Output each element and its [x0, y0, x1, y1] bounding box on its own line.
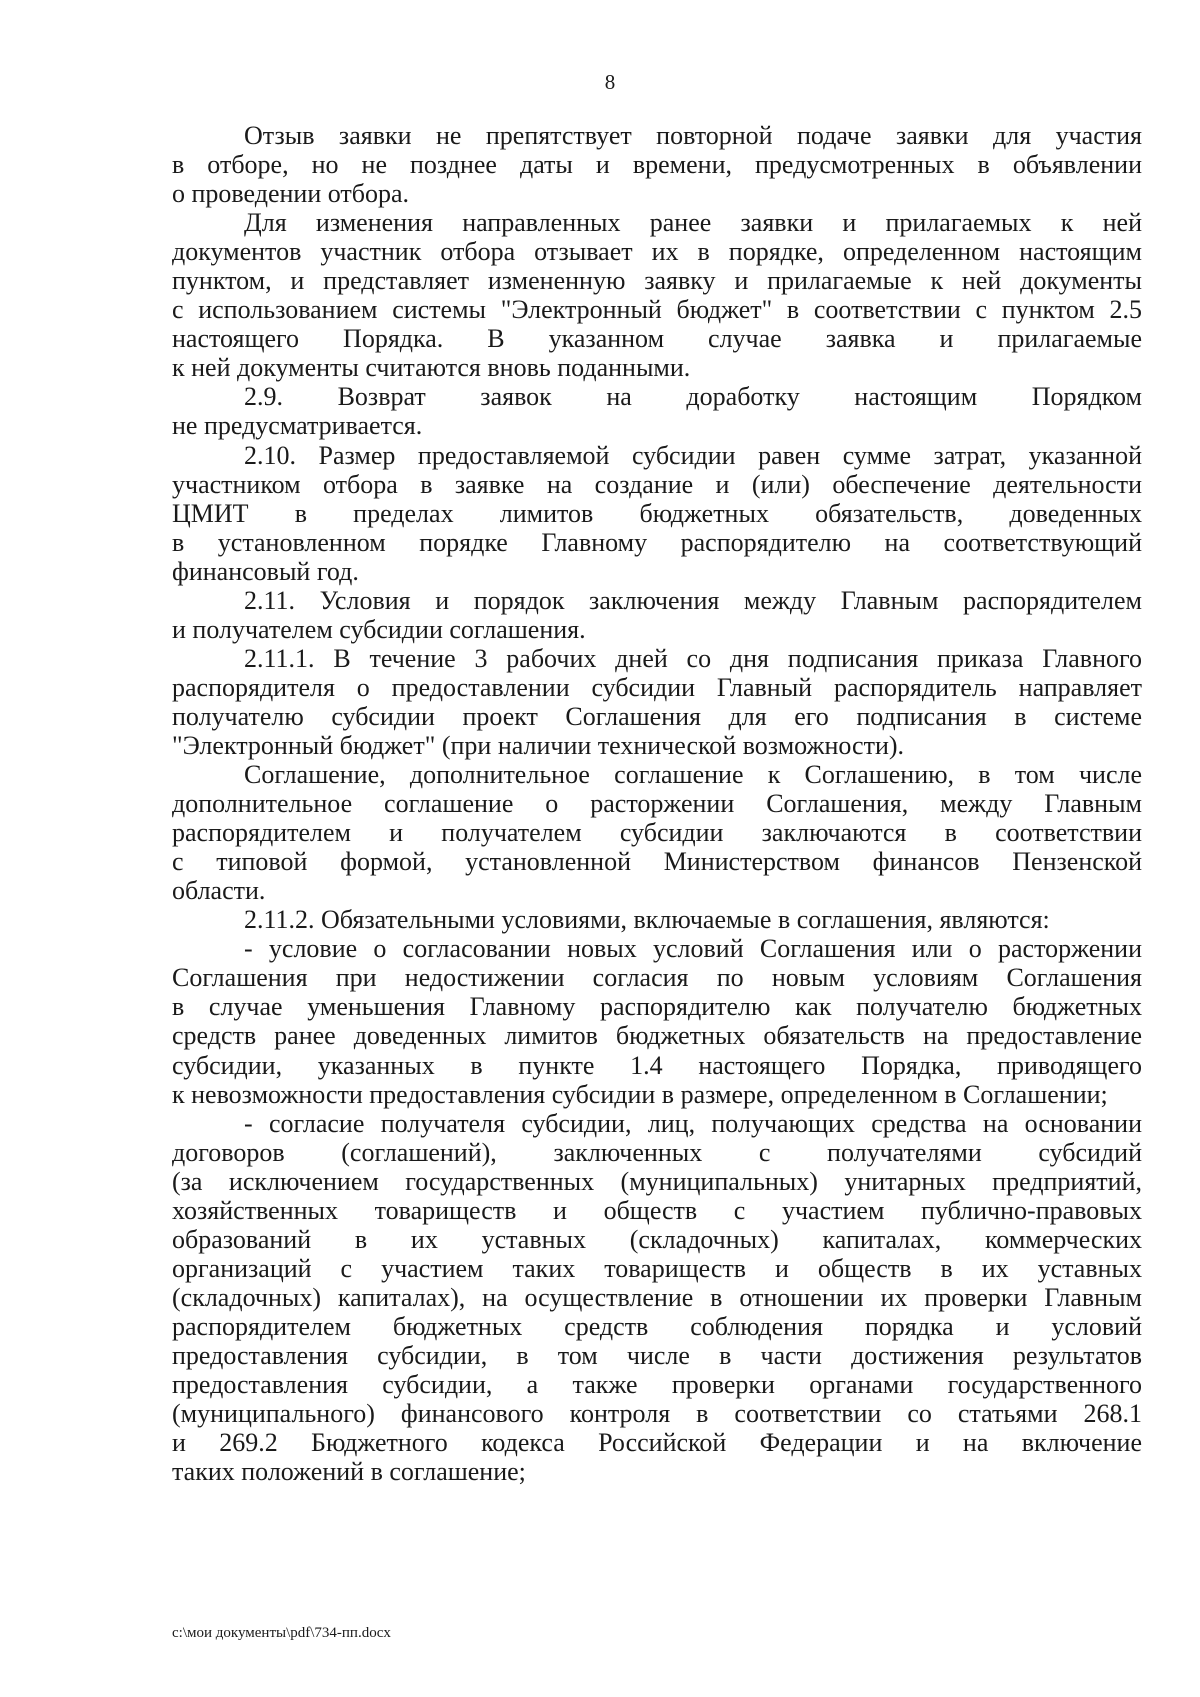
- text-line: Для изменения направленных ранее заявки и прилагаемых к ней: [244, 208, 1142, 238]
- text-line: субсидии, указанных в пункте 1.4 настоящего Порядка, приводящего: [172, 1050, 1142, 1080]
- text-line: договоров (соглашений), заключенных с получателями субсидий: [172, 1137, 1142, 1167]
- text-line: распорядителем бюджетных средств соблюдения порядка и условий: [172, 1311, 1142, 1341]
- text-line: Соглашения при недостижении согласия по новым условиям Соглашения: [172, 963, 1142, 993]
- text-line: финансовый год.: [172, 556, 359, 586]
- text-line: 2.11.2. Обязательными условиями, включаемые в соглашения, являются:: [244, 905, 1050, 935]
- text-line: Соглашение, дополнительное соглашение к Соглашению, в том числе: [244, 760, 1142, 790]
- text-line: и 269.2 Бюджетного кодекса Российской Федерации и на включение: [172, 1428, 1142, 1458]
- text-line: (муниципального) финансового контроля в соответствии со статьями 268.1: [172, 1399, 1142, 1429]
- text-line: организаций с участием таких товариществ и обществ в их уставных: [172, 1253, 1142, 1283]
- text-line: и получателем субсидии соглашения.: [172, 614, 586, 644]
- text-line: предоставления субсидии, в том числе в части достижения результатов: [172, 1340, 1142, 1370]
- text-line: получателю субсидии проект Соглашения для его подписания в системе: [172, 701, 1142, 731]
- text-line: в случае уменьшения Главному распорядителю как получателю бюджетных: [172, 992, 1142, 1022]
- text-line: 2.11. Условия и порядок заключения между Главным распорядителем: [244, 585, 1142, 615]
- text-line: (за исключением государственных (муниципальных) унитарных предприятий,: [172, 1166, 1142, 1196]
- text-line: 2.10. Размер предоставляемой субсидии равен сумме затрат, указанной: [244, 440, 1142, 470]
- text-line: образований в их уставных (складочных) капиталах, коммерческих: [172, 1224, 1142, 1254]
- text-line: с типовой формой, установленной Министерством финансов Пензенской: [172, 847, 1142, 877]
- text-line: не предусматривается.: [172, 411, 423, 441]
- text-line: области.: [172, 876, 266, 906]
- text-line: в отборе, но не позднее даты и времени, предусмотренных в объявлении: [172, 150, 1142, 180]
- text-line: с использованием системы "Электронный бюджет" в соответствии с пунктом 2.5: [172, 295, 1142, 325]
- text-line: "Электронный бюджет" (при наличии технической возможности).: [172, 730, 905, 760]
- text-line: дополнительное соглашение о расторжении Соглашения, между Главным: [172, 789, 1142, 819]
- file-path-footer: c:\мои документы\pdf\734-пп.docx: [172, 1625, 391, 1641]
- text-line: хозяйственных товариществ и обществ с участием публично-правовых: [172, 1195, 1142, 1225]
- text-line: распорядителя о предоставлении субсидии Главный распорядитель направляет: [172, 672, 1142, 702]
- text-line: - условие о согласовании новых условий Соглашения или о расторжении: [244, 934, 1142, 964]
- text-line: о проведении отбора.: [172, 179, 410, 209]
- text-line: 2.11.1. В течение 3 рабочих дней со дня подписания приказа Главного: [244, 643, 1142, 673]
- page-number: 8: [604, 70, 616, 94]
- text-line: настоящего Порядка. В указанном случае заявка и прилагаемые: [172, 324, 1142, 354]
- document-body: [172, 121, 1142, 1486]
- text-line: ЦМИТ в пределах лимитов бюджетных обязательств, доведенных: [172, 498, 1142, 528]
- text-line: - согласие получателя субсидии, лиц, получающих средства на основании: [244, 1108, 1142, 1138]
- text-line: 2.9. Возврат заявок на доработку настоящим Порядком: [244, 382, 1142, 412]
- text-line: (складочных) капиталах), на осуществление в отношении их проверки Главным: [172, 1282, 1142, 1312]
- text-line: средств ранее доведенных лимитов бюджетных обязательств на предоставление: [172, 1021, 1142, 1051]
- text-line: предоставления субсидии, а также проверки органами государственного: [172, 1370, 1142, 1400]
- text-line: в установленном порядке Главному распорядителю на соответствующий: [172, 527, 1142, 557]
- text-line: к невозможности предоставления субсидии в размере, определенном в Соглашении;: [172, 1079, 1108, 1109]
- text-line: таких положений в соглашение;: [172, 1457, 526, 1487]
- text-line: к ней документы считаются вновь поданными.: [172, 353, 691, 383]
- text-line: пунктом, и представляет измененную заявку и прилагаемые к ней документы: [172, 266, 1142, 296]
- text-line: участником отбора в заявке на создание и (или) обеспечение деятельности: [172, 469, 1142, 499]
- text-line: распорядителем и получателем субсидии заключаются в соответствии: [172, 818, 1142, 848]
- text-line: документов участник отбора отзывает их в порядке, определенном настоящим: [172, 237, 1142, 267]
- text-line: Отзыв заявки не препятствует повторной подаче заявки для участия: [244, 121, 1142, 150]
